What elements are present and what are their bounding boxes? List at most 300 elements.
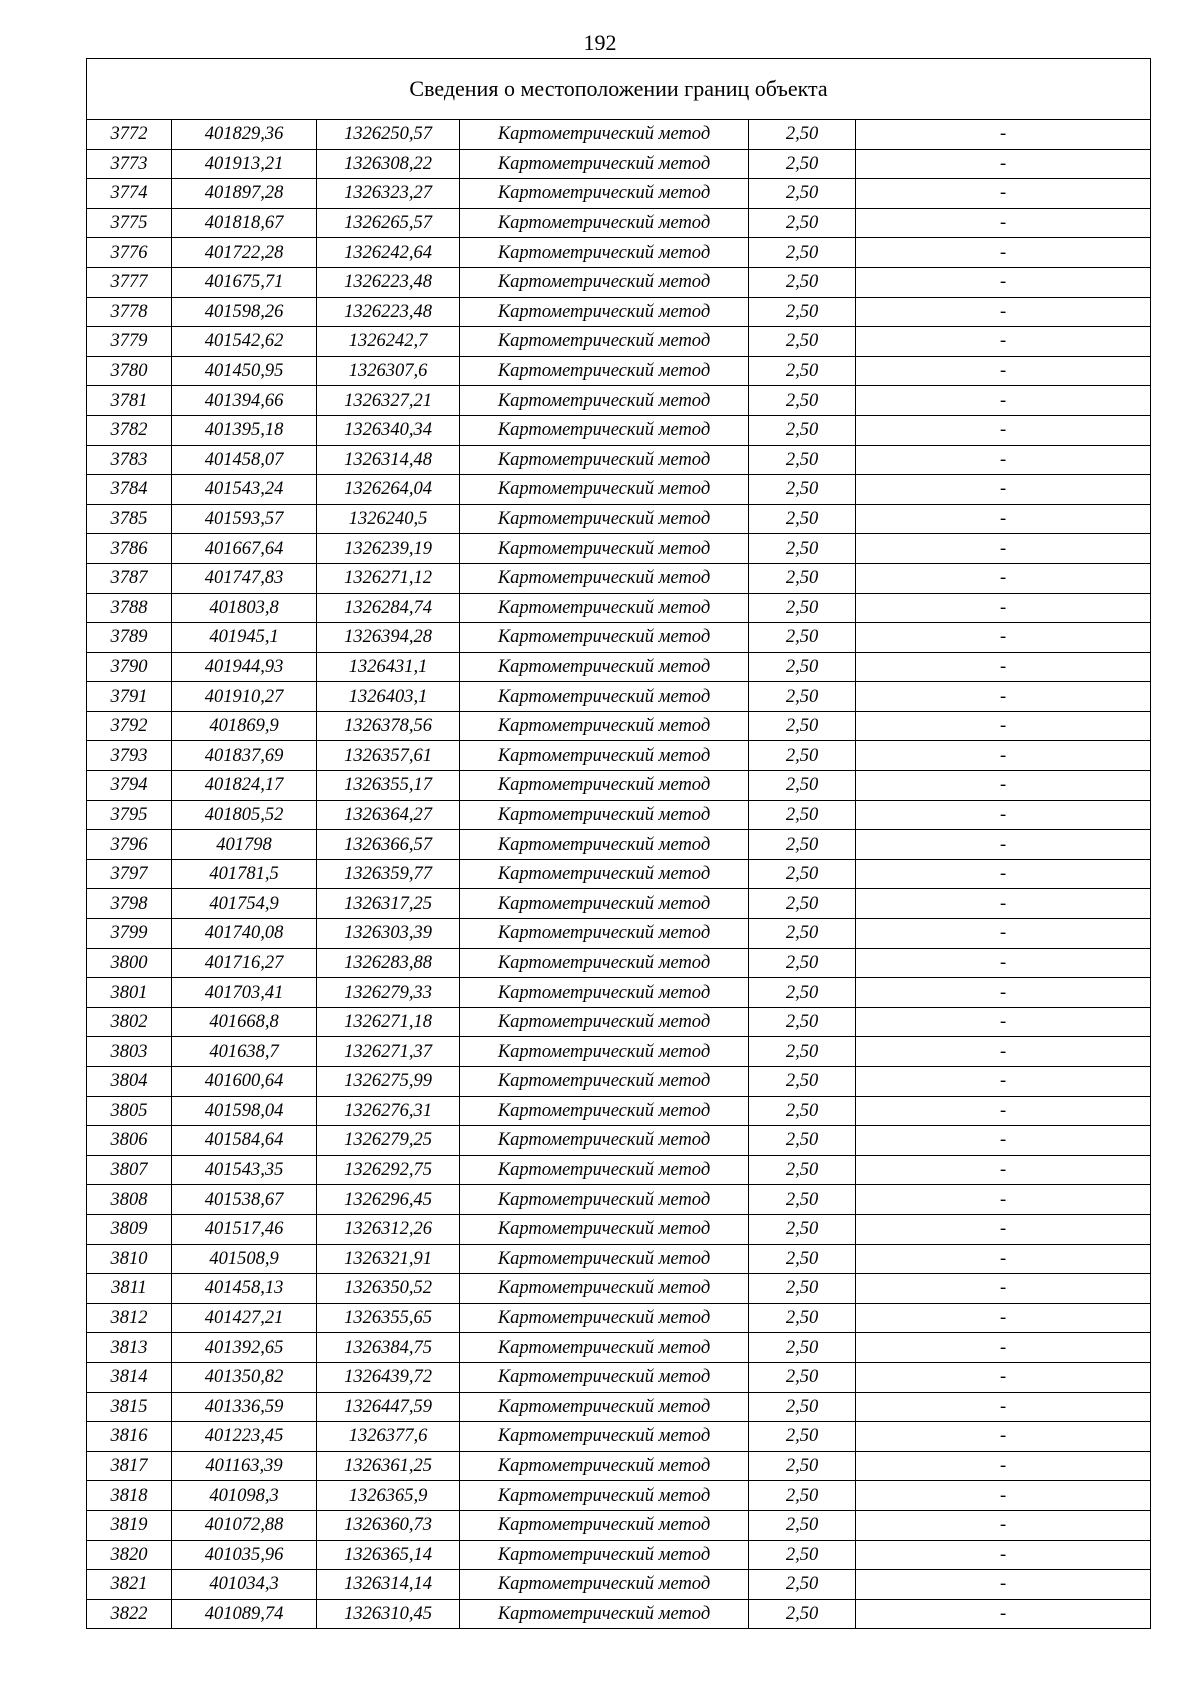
y-coordinate-cell: 1326327,21 — [317, 386, 460, 416]
table-row — [87, 1274, 1151, 1304]
x-coordinate-cell: 401517,46 — [172, 1214, 317, 1244]
point-number-cell: 3786 — [87, 534, 172, 564]
point-number-cell: 3818 — [87, 1481, 172, 1511]
table-row — [87, 179, 1151, 209]
y-coordinate-cell: 1326355,17 — [317, 771, 460, 801]
method-cell: Картометрический метод — [460, 711, 749, 741]
method-cell: Картометрический метод — [460, 1067, 749, 1097]
y-coordinate-cell: 1326292,75 — [317, 1155, 460, 1185]
method-cell: Картометрический метод — [460, 1096, 749, 1126]
point-number-cell: 3821 — [87, 1570, 172, 1600]
description-cell: - — [856, 859, 1151, 889]
description-cell: - — [856, 1303, 1151, 1333]
description-cell: - — [856, 238, 1151, 268]
accuracy-cell: 2,50 — [749, 386, 856, 416]
method-cell: Картометрический метод — [460, 120, 749, 150]
y-coordinate-cell: 1326271,37 — [317, 1037, 460, 1067]
accuracy-cell: 2,50 — [749, 1481, 856, 1511]
table-row — [87, 741, 1151, 771]
x-coordinate-cell: 401089,74 — [172, 1599, 317, 1629]
y-coordinate-cell: 1326240,5 — [317, 504, 460, 534]
x-coordinate-cell: 401716,27 — [172, 948, 317, 978]
description-cell: - — [856, 1599, 1151, 1629]
method-cell: Картометрический метод — [460, 179, 749, 209]
y-coordinate-cell: 1326239,19 — [317, 534, 460, 564]
description-cell: - — [856, 830, 1151, 860]
accuracy-cell: 2,50 — [749, 711, 856, 741]
table-row — [87, 1570, 1151, 1600]
method-cell: Картометрический метод — [460, 534, 749, 564]
description-cell: - — [856, 1155, 1151, 1185]
table-row — [87, 1214, 1151, 1244]
x-coordinate-cell: 401945,1 — [172, 623, 317, 653]
method-cell: Картометрический метод — [460, 1599, 749, 1629]
accuracy-cell: 2,50 — [749, 771, 856, 801]
table-row — [87, 1185, 1151, 1215]
y-coordinate-cell: 1326250,57 — [317, 120, 460, 150]
method-cell: Картометрический метод — [460, 1155, 749, 1185]
point-number-cell: 3791 — [87, 682, 172, 712]
accuracy-cell: 2,50 — [749, 800, 856, 830]
description-cell: - — [856, 327, 1151, 357]
table-row — [87, 415, 1151, 445]
method-cell: Картометрический метод — [460, 327, 749, 357]
accuracy-cell: 2,50 — [749, 830, 856, 860]
description-cell: - — [856, 1570, 1151, 1600]
x-coordinate-cell: 401394,66 — [172, 386, 317, 416]
table-row — [87, 238, 1151, 268]
description-cell: - — [856, 593, 1151, 623]
method-cell: Картометрический метод — [460, 1214, 749, 1244]
table-row — [87, 830, 1151, 860]
description-cell: - — [856, 1007, 1151, 1037]
point-number-cell: 3801 — [87, 978, 172, 1008]
point-number-cell: 3799 — [87, 919, 172, 949]
table-row — [87, 1155, 1151, 1185]
method-cell: Картометрический метод — [460, 475, 749, 505]
point-number-cell: 3788 — [87, 593, 172, 623]
x-coordinate-cell: 401336,59 — [172, 1392, 317, 1422]
point-number-cell: 3787 — [87, 563, 172, 593]
description-cell: - — [856, 652, 1151, 682]
y-coordinate-cell: 1326355,65 — [317, 1303, 460, 1333]
table-row — [87, 534, 1151, 564]
table-caption-row — [87, 59, 1151, 120]
description-cell: - — [856, 534, 1151, 564]
y-coordinate-cell: 1326384,75 — [317, 1333, 460, 1363]
method-cell: Картометрический метод — [460, 919, 749, 949]
x-coordinate-cell: 401818,67 — [172, 208, 317, 238]
accuracy-cell: 2,50 — [749, 978, 856, 1008]
y-coordinate-cell: 1326359,77 — [317, 859, 460, 889]
method-cell: Картометрический метод — [460, 1037, 749, 1067]
method-cell: Картометрический метод — [460, 1185, 749, 1215]
x-coordinate-cell: 401824,17 — [172, 771, 317, 801]
point-number-cell: 3798 — [87, 889, 172, 919]
x-coordinate-cell: 401395,18 — [172, 415, 317, 445]
y-coordinate-cell: 1326242,7 — [317, 327, 460, 357]
table-row — [87, 1422, 1151, 1452]
table-row — [87, 711, 1151, 741]
y-coordinate-cell: 1326275,99 — [317, 1067, 460, 1097]
description-cell: - — [856, 208, 1151, 238]
accuracy-cell: 2,50 — [749, 415, 856, 445]
description-cell: - — [856, 1037, 1151, 1067]
point-number-cell: 3814 — [87, 1362, 172, 1392]
table-row — [87, 1392, 1151, 1422]
description-cell: - — [856, 889, 1151, 919]
x-coordinate-cell: 401350,82 — [172, 1362, 317, 1392]
method-cell: Картометрический метод — [460, 623, 749, 653]
x-coordinate-cell: 401163,39 — [172, 1451, 317, 1481]
description-cell: - — [856, 1185, 1151, 1215]
table-row — [87, 948, 1151, 978]
description-cell: - — [856, 1540, 1151, 1570]
x-coordinate-cell: 401392,65 — [172, 1333, 317, 1363]
method-cell: Картометрический метод — [460, 682, 749, 712]
method-cell: Картометрический метод — [460, 415, 749, 445]
point-number-cell: 3792 — [87, 711, 172, 741]
accuracy-cell: 2,50 — [749, 238, 856, 268]
table-row — [87, 1333, 1151, 1363]
point-number-cell: 3783 — [87, 445, 172, 475]
y-coordinate-cell: 1326310,45 — [317, 1599, 460, 1629]
y-coordinate-cell: 1326279,33 — [317, 978, 460, 1008]
description-cell: - — [856, 1481, 1151, 1511]
accuracy-cell: 2,50 — [749, 593, 856, 623]
point-number-cell: 3790 — [87, 652, 172, 682]
x-coordinate-cell: 401584,64 — [172, 1126, 317, 1156]
description-cell: - — [856, 563, 1151, 593]
point-number-cell: 3780 — [87, 356, 172, 386]
x-coordinate-cell: 401508,9 — [172, 1244, 317, 1274]
y-coordinate-cell: 1326303,39 — [317, 919, 460, 949]
method-cell: Картометрический метод — [460, 889, 749, 919]
point-number-cell: 3817 — [87, 1451, 172, 1481]
table-body — [87, 59, 1151, 1629]
y-coordinate-cell: 1326223,48 — [317, 297, 460, 327]
description-cell: - — [856, 1392, 1151, 1422]
table-row — [87, 386, 1151, 416]
method-cell: Картометрический метод — [460, 652, 749, 682]
point-number-cell: 3811 — [87, 1274, 172, 1304]
table-row — [87, 356, 1151, 386]
x-coordinate-cell: 401667,64 — [172, 534, 317, 564]
point-number-cell: 3782 — [87, 415, 172, 445]
table-row — [87, 978, 1151, 1008]
x-coordinate-cell: 401458,13 — [172, 1274, 317, 1304]
x-coordinate-cell: 401703,41 — [172, 978, 317, 1008]
y-coordinate-cell: 1326323,27 — [317, 179, 460, 209]
description-cell: - — [856, 1096, 1151, 1126]
x-coordinate-cell: 401805,52 — [172, 800, 317, 830]
point-number-cell: 3775 — [87, 208, 172, 238]
method-cell: Картометрический метод — [460, 1392, 749, 1422]
description-cell: - — [856, 267, 1151, 297]
accuracy-cell: 2,50 — [749, 1392, 856, 1422]
x-coordinate-cell: 401450,95 — [172, 356, 317, 386]
description-cell: - — [856, 475, 1151, 505]
method-cell: Картометрический метод — [460, 1422, 749, 1452]
description-cell: - — [856, 120, 1151, 150]
point-number-cell: 3815 — [87, 1392, 172, 1422]
method-cell: Картометрический метод — [460, 1540, 749, 1570]
method-cell: Картометрический метод — [460, 238, 749, 268]
accuracy-cell: 2,50 — [749, 1599, 856, 1629]
accuracy-cell: 2,50 — [749, 652, 856, 682]
description-cell: - — [856, 1451, 1151, 1481]
accuracy-cell: 2,50 — [749, 475, 856, 505]
x-coordinate-cell: 401747,83 — [172, 563, 317, 593]
x-coordinate-cell: 401897,28 — [172, 179, 317, 209]
description-cell: - — [856, 1510, 1151, 1540]
x-coordinate-cell: 401913,21 — [172, 149, 317, 179]
description-cell: - — [856, 1067, 1151, 1097]
accuracy-cell: 2,50 — [749, 1155, 856, 1185]
y-coordinate-cell: 1326242,64 — [317, 238, 460, 268]
point-number-cell: 3778 — [87, 297, 172, 327]
table-row — [87, 1037, 1151, 1067]
point-number-cell: 3772 — [87, 120, 172, 150]
description-cell: - — [856, 1333, 1151, 1363]
boundary-coordinates-table — [86, 58, 1151, 1629]
point-number-cell: 3773 — [87, 149, 172, 179]
table-row — [87, 859, 1151, 889]
y-coordinate-cell: 1326447,59 — [317, 1392, 460, 1422]
accuracy-cell: 2,50 — [749, 149, 856, 179]
point-number-cell: 3810 — [87, 1244, 172, 1274]
description-cell: - — [856, 179, 1151, 209]
description-cell: - — [856, 1126, 1151, 1156]
y-coordinate-cell: 1326283,88 — [317, 948, 460, 978]
accuracy-cell: 2,50 — [749, 1185, 856, 1215]
table-caption: Сведения о местоположении границ объекта — [87, 59, 1151, 120]
description-cell: - — [856, 297, 1151, 327]
y-coordinate-cell: 1326365,14 — [317, 1540, 460, 1570]
method-cell: Картометрический метод — [460, 297, 749, 327]
y-coordinate-cell: 1326271,12 — [317, 563, 460, 593]
x-coordinate-cell: 401427,21 — [172, 1303, 317, 1333]
table-row — [87, 1540, 1151, 1570]
method-cell: Картометрический метод — [460, 1362, 749, 1392]
x-coordinate-cell: 401538,67 — [172, 1185, 317, 1215]
x-coordinate-cell: 401593,57 — [172, 504, 317, 534]
method-cell: Картометрический метод — [460, 978, 749, 1008]
point-number-cell: 3807 — [87, 1155, 172, 1185]
method-cell: Картометрический метод — [460, 267, 749, 297]
accuracy-cell: 2,50 — [749, 1007, 856, 1037]
x-coordinate-cell: 401837,69 — [172, 741, 317, 771]
table-row — [87, 1067, 1151, 1097]
method-cell: Картометрический метод — [460, 1007, 749, 1037]
y-coordinate-cell: 1326314,48 — [317, 445, 460, 475]
point-number-cell: 3784 — [87, 475, 172, 505]
x-coordinate-cell: 401598,04 — [172, 1096, 317, 1126]
y-coordinate-cell: 1326431,1 — [317, 652, 460, 682]
x-coordinate-cell: 401638,7 — [172, 1037, 317, 1067]
description-cell: - — [856, 504, 1151, 534]
x-coordinate-cell: 401072,88 — [172, 1510, 317, 1540]
method-cell: Картометрический метод — [460, 800, 749, 830]
accuracy-cell: 2,50 — [749, 1067, 856, 1097]
y-coordinate-cell: 1326271,18 — [317, 1007, 460, 1037]
x-coordinate-cell: 401034,3 — [172, 1570, 317, 1600]
accuracy-cell: 2,50 — [749, 563, 856, 593]
table-row — [87, 1244, 1151, 1274]
x-coordinate-cell: 401754,9 — [172, 889, 317, 919]
x-coordinate-cell: 401223,45 — [172, 1422, 317, 1452]
y-coordinate-cell: 1326439,72 — [317, 1362, 460, 1392]
point-number-cell: 3781 — [87, 386, 172, 416]
method-cell: Картометрический метод — [460, 1481, 749, 1511]
accuracy-cell: 2,50 — [749, 623, 856, 653]
table-row — [87, 800, 1151, 830]
x-coordinate-cell: 401600,64 — [172, 1067, 317, 1097]
point-number-cell: 3796 — [87, 830, 172, 860]
y-coordinate-cell: 1326264,04 — [317, 475, 460, 505]
method-cell: Картометрический метод — [460, 859, 749, 889]
method-cell: Картометрический метод — [460, 563, 749, 593]
method-cell: Картометрический метод — [460, 386, 749, 416]
description-cell: - — [856, 1244, 1151, 1274]
description-cell: - — [856, 623, 1151, 653]
description-cell: - — [856, 1362, 1151, 1392]
method-cell: Картометрический метод — [460, 948, 749, 978]
y-coordinate-cell: 1326296,45 — [317, 1185, 460, 1215]
table-row — [87, 563, 1151, 593]
point-number-cell: 3797 — [87, 859, 172, 889]
accuracy-cell: 2,50 — [749, 208, 856, 238]
description-cell: - — [856, 356, 1151, 386]
point-number-cell: 3806 — [87, 1126, 172, 1156]
accuracy-cell: 2,50 — [749, 1303, 856, 1333]
y-coordinate-cell: 1326321,91 — [317, 1244, 460, 1274]
x-coordinate-cell: 401722,28 — [172, 238, 317, 268]
y-coordinate-cell: 1326265,57 — [317, 208, 460, 238]
accuracy-cell: 2,50 — [749, 889, 856, 919]
accuracy-cell: 2,50 — [749, 1570, 856, 1600]
y-coordinate-cell: 1326312,26 — [317, 1214, 460, 1244]
x-coordinate-cell: 401798 — [172, 830, 317, 860]
table-row — [87, 1451, 1151, 1481]
y-coordinate-cell: 1326284,74 — [317, 593, 460, 623]
method-cell: Картометрический метод — [460, 1303, 749, 1333]
accuracy-cell: 2,50 — [749, 1244, 856, 1274]
table-row — [87, 267, 1151, 297]
x-coordinate-cell: 401829,36 — [172, 120, 317, 150]
accuracy-cell: 2,50 — [749, 120, 856, 150]
point-number-cell: 3785 — [87, 504, 172, 534]
method-cell: Картометрический метод — [460, 356, 749, 386]
table-row — [87, 682, 1151, 712]
accuracy-cell: 2,50 — [749, 741, 856, 771]
description-cell: - — [856, 682, 1151, 712]
description-cell: - — [856, 1274, 1151, 1304]
table-row — [87, 1510, 1151, 1540]
description-cell: - — [856, 149, 1151, 179]
accuracy-cell: 2,50 — [749, 1422, 856, 1452]
point-number-cell: 3789 — [87, 623, 172, 653]
point-number-cell: 3802 — [87, 1007, 172, 1037]
x-coordinate-cell: 401803,8 — [172, 593, 317, 623]
x-coordinate-cell: 401098,3 — [172, 1481, 317, 1511]
table-row — [87, 1362, 1151, 1392]
x-coordinate-cell: 401668,8 — [172, 1007, 317, 1037]
point-number-cell: 3803 — [87, 1037, 172, 1067]
method-cell: Картометрический метод — [460, 830, 749, 860]
method-cell: Картометрический метод — [460, 1510, 749, 1540]
description-cell: - — [856, 771, 1151, 801]
accuracy-cell: 2,50 — [749, 356, 856, 386]
table-row — [87, 504, 1151, 534]
accuracy-cell: 2,50 — [749, 1510, 856, 1540]
x-coordinate-cell: 401740,08 — [172, 919, 317, 949]
y-coordinate-cell: 1326350,52 — [317, 1274, 460, 1304]
point-number-cell: 3822 — [87, 1599, 172, 1629]
accuracy-cell: 2,50 — [749, 919, 856, 949]
y-coordinate-cell: 1326357,61 — [317, 741, 460, 771]
x-coordinate-cell: 401675,71 — [172, 267, 317, 297]
table-row — [87, 1007, 1151, 1037]
description-cell: - — [856, 948, 1151, 978]
point-number-cell: 3813 — [87, 1333, 172, 1363]
point-number-cell: 3800 — [87, 948, 172, 978]
accuracy-cell: 2,50 — [749, 1540, 856, 1570]
description-cell: - — [856, 1214, 1151, 1244]
accuracy-cell: 2,50 — [749, 504, 856, 534]
table-row — [87, 297, 1151, 327]
table-row — [87, 149, 1151, 179]
method-cell: Картометрический метод — [460, 1274, 749, 1304]
point-number-cell: 3793 — [87, 741, 172, 771]
description-cell: - — [856, 415, 1151, 445]
page-number: 192 — [583, 30, 617, 55]
point-number-cell: 3816 — [87, 1422, 172, 1452]
method-cell: Картометрический метод — [460, 1570, 749, 1600]
y-coordinate-cell: 1326377,6 — [317, 1422, 460, 1452]
y-coordinate-cell: 1326403,1 — [317, 682, 460, 712]
table-row — [87, 1096, 1151, 1126]
point-number-cell: 3809 — [87, 1214, 172, 1244]
table-row — [87, 652, 1151, 682]
point-number-cell: 3820 — [87, 1540, 172, 1570]
description-cell: - — [856, 711, 1151, 741]
accuracy-cell: 2,50 — [749, 682, 856, 712]
x-coordinate-cell: 401543,24 — [172, 475, 317, 505]
accuracy-cell: 2,50 — [749, 179, 856, 209]
accuracy-cell: 2,50 — [749, 327, 856, 357]
method-cell: Картометрический метод — [460, 1244, 749, 1274]
accuracy-cell: 2,50 — [749, 859, 856, 889]
y-coordinate-cell: 1326223,48 — [317, 267, 460, 297]
accuracy-cell: 2,50 — [749, 1096, 856, 1126]
description-cell: - — [856, 741, 1151, 771]
y-coordinate-cell: 1326365,9 — [317, 1481, 460, 1511]
point-number-cell: 3804 — [87, 1067, 172, 1097]
x-coordinate-cell: 401781,5 — [172, 859, 317, 889]
description-cell: - — [856, 919, 1151, 949]
y-coordinate-cell: 1326360,73 — [317, 1510, 460, 1540]
table-row — [87, 593, 1151, 623]
description-cell: - — [856, 800, 1151, 830]
point-number-cell: 3819 — [87, 1510, 172, 1540]
accuracy-cell: 2,50 — [749, 1126, 856, 1156]
point-number-cell: 3774 — [87, 179, 172, 209]
accuracy-cell: 2,50 — [749, 1037, 856, 1067]
accuracy-cell: 2,50 — [749, 297, 856, 327]
accuracy-cell: 2,50 — [749, 534, 856, 564]
description-cell: - — [856, 978, 1151, 1008]
